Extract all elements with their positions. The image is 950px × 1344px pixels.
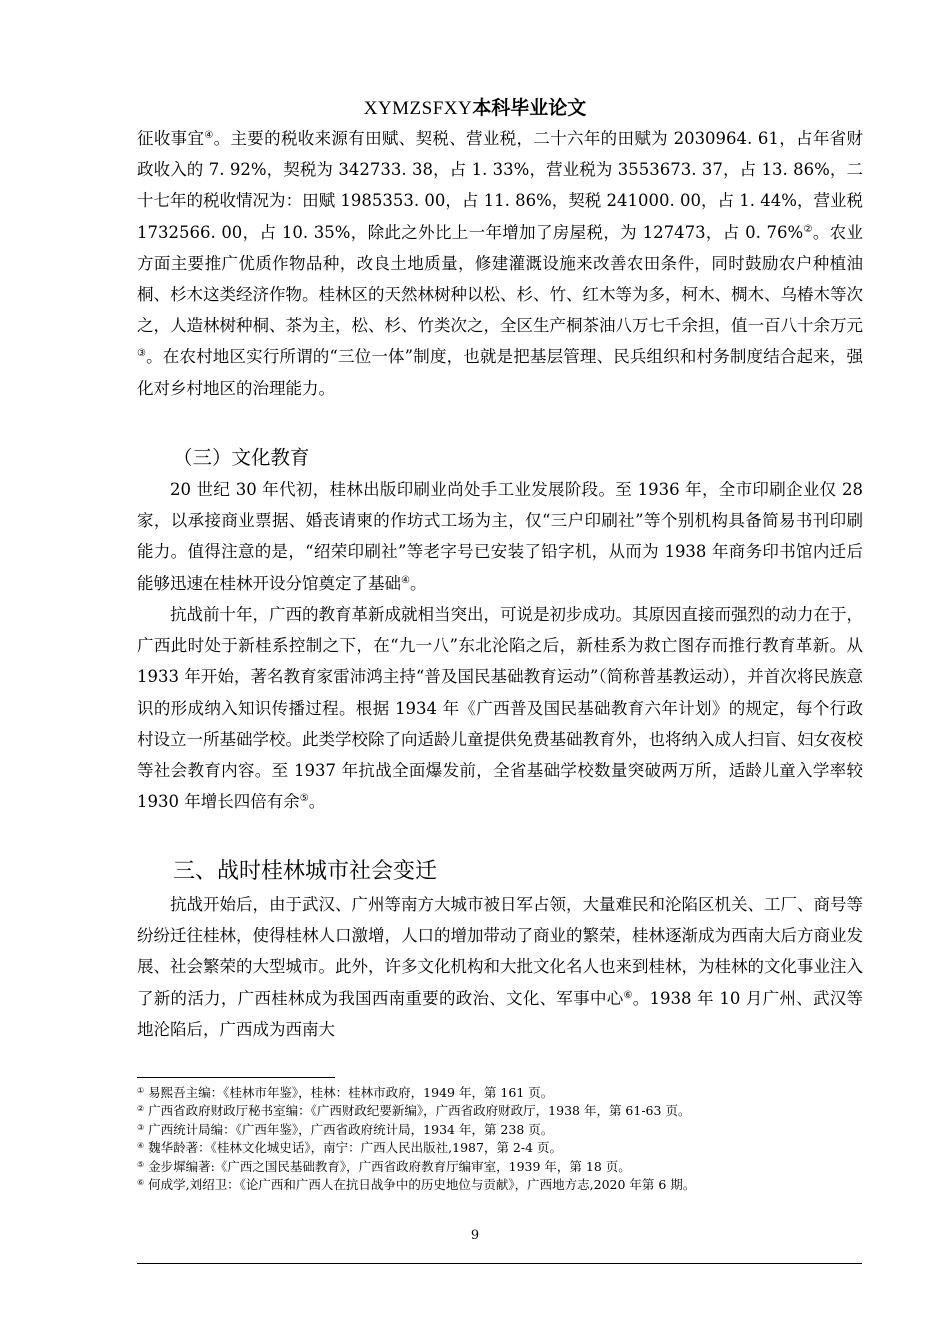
page-header [0, 96, 950, 121]
footer-rule [137, 1263, 862, 1264]
footnote-ref[interactable]: ⑤ [299, 793, 309, 805]
footnote-ref[interactable]: ④ [401, 574, 410, 586]
section-heading-culture-education: （三）文化教育 [173, 446, 310, 469]
footnote-item: ⑥ 何成学,刘绍卫：《论广西和广西人在抗日战争中的历史地位与贡献》，广西地方志,2020 年第 6 期。 [137, 1177, 696, 1193]
footnote-item: ⑤ 金步墀编著:《广西之国民基础教育》，广西省政府教育厅编审室，1939 年，第 18 页。 [137, 1158, 631, 1174]
footnotes [137, 1084, 867, 1194]
paragraph-printing: 20 世纪 30 年代初，桂林出版印刷业尚处手工业发展阶段。至 1936 年，全市印刷企业仅 28 家，以承接商业票据、婚丧请柬的作坊式工场为主，仅“三户印刷社”等个别机构具备简易书刊印刷能力。值得注意的是，“绍荣印刷社”等老字号已安装了铅字机，从而为 1938 年商务印书馆内迁后能够迅速在桂林开设分馆奠定了基础④。 [137, 480, 863, 593]
footnote-item: ④ 魏华龄著：《桂林文化城史话》，南宁：广西人民出版社,1987，第 2-4 页。 [137, 1140, 563, 1156]
footnote-item: ① 易熙吾主编：《桂林市年鉴》，桂林：桂林市政府，1949 年，第 161 页。 [137, 1085, 554, 1100]
footnote-divider [137, 1077, 335, 1078]
footnote-ref[interactable]: ② [803, 223, 813, 235]
paragraph-education-reform: 抗战前十年，广西的教育革新成就相当突出，可说是初步成功。其原因直接而强烈的动力在于，广西此时处于新桂系控制之下，在“九一八”东北沦陷之后，新桂系为救亡图存而推行教育革新。从 1933 年开始，著名教育家雷沛鸿主持“普及国民基础教育运动”（简称普基教运动），并首次将民族意识的形成纳入知识传播过程。根据 1934 年《广西普及国民基础教育六年计划》的规定，每个行政村设立一所基础学校。此类学校除了向适龄儿童提供免费基础教育外，也将纳入成人扫盲、妇女夜校等社会教育内容。至 1937 年抗战全面爆发前，全省基础学校数量突破两万所，适龄儿童入学率较 1930 年增长四倍有余⑤。 [137, 605, 863, 812]
header-title: 本科毕业论文 [472, 97, 587, 119]
footnote-ref[interactable]: ⑥ [623, 989, 633, 1001]
paragraph-wartime: 抗战开始后，由于武汉、广州等南方大城市被日军占领，大量难民和沦陷区机关、工厂、商号等纷纷迁往桂林，使得桂林人口激增，人口的增加带动了商业的繁荣，桂林逐渐成为西南大后方商业发展、社会繁荣的大型城市。此外，许多文化机构和大批文化名人也来到桂林，为桂林的文化事业注入了新的活力，广西桂林成为我国西南重要的政治、文化、军事中心⑥。1938 年 10 月广州、武汉等地沦陷后，广西成为西南大 [137, 895, 864, 1039]
page-number: 9 [470, 1228, 480, 1243]
footnote-ref[interactable]: ③ [137, 348, 147, 360]
paragraph-taxation: 征收事宜④。主要的税收来源有田赋、契税、营业税，二十六年的田赋为 2030964. 61，占年省财政收入的 7. 92%，契税为 342733. 38，占 1. 33%，营业税为 3553673. 37，占 13. 86%，二十七年的税收情况为：田赋 1985353. 00，占 11. 86%，契税 241000. 00，占 1. 44%，营业税 1732566. 00，占 10. 35%，除此之外比上一年增加了房屋税，为 127473，占 0. 76%②。农业方面主要推广优质作物品种，改良土地质量，修建灌溉设施来改善农田条件，同时鼓励农户种植油桐、杉木这类经济作物。桂林区的天然林树种以松、杉、竹、红木等为多，柯木、椆木、乌椿木等次之，人造林树种桐、茶为主，松、杉、竹类次之，全区生产桐茶油八万七千余担，值一百八十余万元③。在农村地区实行所谓的“三位一体”制度，也就是把基层管理、民兵组织和村务制度结合起来，强化对乡村地区的治理能力。 [137, 129, 864, 398]
header-code: XYMZSFXY [363, 98, 473, 119]
chapter-heading-wartime-change: 三、战时桂林城市社会变迁 [173, 859, 438, 884]
footnote-item: ③ 广西统计局编：《广西年鉴》，广西省政府统计局，1934 年，第 238 页。 [137, 1121, 554, 1137]
footnote-ref[interactable]: ④ [204, 130, 214, 141]
footnote-item: ② 广西省政府财政厅秘书室编：《广西财政纪要新编》，广西省政府财政厅，1938 年，第 61-63 页。 [137, 1103, 691, 1119]
